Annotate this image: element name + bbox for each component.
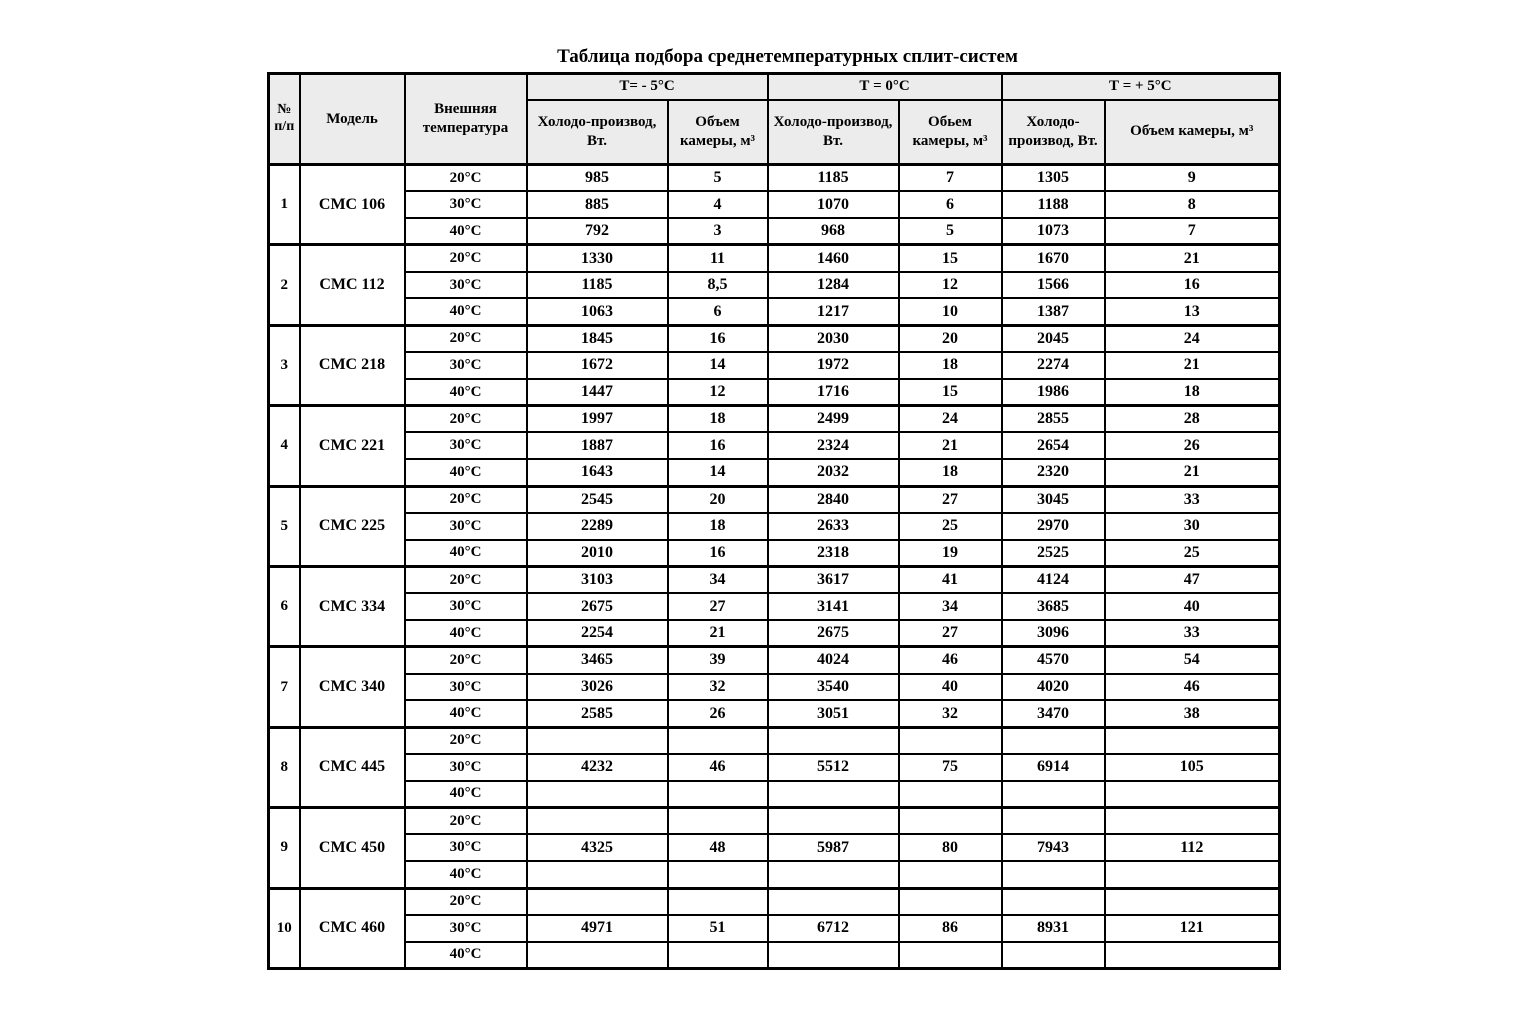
value-cell: 6 [668,298,768,325]
value-cell: 12 [668,379,768,406]
value-cell: 3103 [527,566,668,593]
table-row [269,834,1280,861]
value-cell: 112 [1105,834,1280,861]
value-cell: 16 [1105,272,1280,299]
value-cell: 48 [668,834,768,861]
value-cell: 2970 [1002,513,1105,540]
value-cell: 2320 [1002,459,1105,486]
value-cell: 38 [1105,700,1280,727]
table-row [269,486,1280,513]
value-cell: 18 [899,459,1002,486]
value-cell: 21 [668,620,768,647]
value-cell: 1217 [768,298,899,325]
value-cell: 10 [899,298,1002,325]
value-cell: 1447 [527,379,668,406]
value-cell [668,808,768,835]
value-cell [768,781,899,808]
value-cell: 2525 [1002,540,1105,567]
ext-temp-cell: 40°С [405,298,527,325]
value-cell: 1566 [1002,272,1105,299]
value-cell: 1188 [1002,191,1105,218]
column-header-chamber-volume-minus5: Объем камеры, м³ [668,100,768,165]
model-cell: СМС 334 [300,566,405,646]
value-cell [1105,808,1280,835]
value-cell: 1387 [1002,298,1105,325]
ext-temp-cell: 40°С [405,861,527,888]
value-cell: 2585 [527,700,668,727]
value-cell: 3470 [1002,700,1105,727]
model-cell: СМС 460 [300,888,405,968]
split-systems-table [267,72,1281,970]
value-cell [527,727,668,754]
table-row [269,432,1280,459]
value-cell [899,888,1002,915]
value-cell: 1716 [768,379,899,406]
table-row [269,406,1280,433]
table-row [269,379,1280,406]
ext-temp-cell: 20°С [405,486,527,513]
ext-temp-cell: 30°С [405,593,527,620]
value-cell: 2633 [768,513,899,540]
column-header-npp: № п/п [269,74,300,165]
value-cell: 33 [1105,486,1280,513]
value-cell: 9 [1105,165,1280,192]
table-row [269,620,1280,647]
value-cell: 18 [668,513,768,540]
value-cell: 1330 [527,245,668,272]
value-cell [899,727,1002,754]
table-row [269,888,1280,915]
value-cell [768,942,899,969]
value-cell [1002,727,1105,754]
value-cell: 47 [1105,566,1280,593]
value-cell: 18 [668,406,768,433]
value-cell: 121 [1105,915,1280,942]
table-row [269,727,1280,754]
table-row [269,540,1280,567]
value-cell: 3096 [1002,620,1105,647]
value-cell: 39 [668,647,768,674]
value-cell [527,781,668,808]
row-number-cell: 8 [269,727,300,807]
value-cell [899,781,1002,808]
temp-group-header-plus5: Т = + 5°С [1002,74,1280,100]
ext-temp-cell: 30°С [405,513,527,540]
value-cell: 968 [768,218,899,245]
table-row [269,459,1280,486]
value-cell: 21 [899,432,1002,459]
value-cell: 1073 [1002,218,1105,245]
value-cell: 5987 [768,834,899,861]
value-cell: 54 [1105,647,1280,674]
value-cell: 40 [1105,593,1280,620]
value-cell: 20 [899,325,1002,352]
value-cell: 4232 [527,754,668,781]
value-cell: 6 [899,191,1002,218]
ext-temp-cell: 20°С [405,566,527,593]
column-header-chamber-volume-zero: Обьем камеры, м³ [899,100,1002,165]
ext-temp-cell: 40°С [405,620,527,647]
ext-temp-cell: 20°С [405,325,527,352]
value-cell: 4024 [768,647,899,674]
value-cell: 11 [668,245,768,272]
table-body [269,165,1280,969]
value-cell: 21 [1105,459,1280,486]
table-row [269,566,1280,593]
value-cell: 5512 [768,754,899,781]
model-cell: СМС 106 [300,165,405,245]
value-cell [527,942,668,969]
column-header-chamber-volume-plus5: Объем камеры, м³ [1105,100,1280,165]
ext-temp-cell: 20°С [405,165,527,192]
value-cell [1002,942,1105,969]
table-row [269,218,1280,245]
value-cell: 19 [899,540,1002,567]
value-cell [1002,808,1105,835]
value-cell: 2675 [527,593,668,620]
ext-temp-cell: 30°С [405,754,527,781]
value-cell [899,861,1002,888]
value-cell: 24 [1105,325,1280,352]
table-row [269,700,1280,727]
ext-temp-cell: 20°С [405,808,527,835]
value-cell: 30 [1105,513,1280,540]
table-row [269,674,1280,701]
value-cell: 105 [1105,754,1280,781]
column-header-ext-temp: Внешняя температура [405,74,527,165]
value-cell: 885 [527,191,668,218]
value-cell: 1284 [768,272,899,299]
ext-temp-cell: 40°С [405,700,527,727]
ext-temp-cell: 20°С [405,647,527,674]
value-cell: 1460 [768,245,899,272]
value-cell [527,808,668,835]
table-header [269,74,1280,165]
value-cell: 792 [527,218,668,245]
row-number-cell: 9 [269,808,300,888]
table-row [269,647,1280,674]
value-cell: 1643 [527,459,668,486]
table-row [269,915,1280,942]
value-cell: 75 [899,754,1002,781]
value-cell: 26 [668,700,768,727]
value-cell: 4325 [527,834,668,861]
value-cell: 8931 [1002,915,1105,942]
value-cell: 3617 [768,566,899,593]
value-cell [668,781,768,808]
model-cell: СМС 450 [300,808,405,888]
value-cell: 7943 [1002,834,1105,861]
value-cell: 18 [899,352,1002,379]
ext-temp-cell: 20°С [405,406,527,433]
value-cell: 6914 [1002,754,1105,781]
model-cell: СМС 340 [300,647,405,727]
value-cell: 26 [1105,432,1280,459]
temp-group-header-minus5: Т= - 5°С [527,74,768,100]
value-cell [527,888,668,915]
value-cell: 2675 [768,620,899,647]
column-header-cold-capacity-zero: Холодо-производ, Вт. [768,100,899,165]
value-cell [668,888,768,915]
table-row [269,513,1280,540]
value-cell: 8 [1105,191,1280,218]
table-row [269,298,1280,325]
value-cell: 51 [668,915,768,942]
value-cell: 1305 [1002,165,1105,192]
value-cell: 3 [668,218,768,245]
value-cell: 2030 [768,325,899,352]
value-cell: 41 [899,566,1002,593]
value-cell: 2499 [768,406,899,433]
value-cell: 7 [899,165,1002,192]
value-cell: 14 [668,352,768,379]
value-cell: 2855 [1002,406,1105,433]
value-cell [668,861,768,888]
temp-group-header-row [269,74,1280,100]
value-cell: 5 [668,165,768,192]
value-cell: 46 [668,754,768,781]
value-cell: 1997 [527,406,668,433]
value-cell: 80 [899,834,1002,861]
value-cell: 1070 [768,191,899,218]
value-cell: 15 [899,245,1002,272]
value-cell: 34 [899,593,1002,620]
value-cell: 3026 [527,674,668,701]
ext-temp-cell: 30°С [405,915,527,942]
ext-temp-cell: 40°С [405,218,527,245]
ext-temp-cell: 30°С [405,674,527,701]
value-cell [1105,861,1280,888]
value-cell: 1672 [527,352,668,379]
ext-temp-cell: 30°С [405,834,527,861]
ext-temp-cell: 30°С [405,352,527,379]
value-cell [668,942,768,969]
value-cell: 2545 [527,486,668,513]
value-cell: 24 [899,406,1002,433]
value-cell: 46 [1105,674,1280,701]
value-cell: 25 [899,513,1002,540]
value-cell: 46 [899,647,1002,674]
value-cell [1105,942,1280,969]
model-cell: СМС 225 [300,486,405,566]
value-cell [768,727,899,754]
column-header-cold-capacity-minus5: Холодо-производ, Вт. [527,100,668,165]
value-cell: 4971 [527,915,668,942]
value-cell: 25 [1105,540,1280,567]
value-cell [1105,727,1280,754]
value-cell: 15 [899,379,1002,406]
value-cell: 32 [899,700,1002,727]
value-cell: 2254 [527,620,668,647]
value-cell: 3051 [768,700,899,727]
row-number-cell: 3 [269,325,300,405]
value-cell: 1063 [527,298,668,325]
row-number-cell: 5 [269,486,300,566]
ext-temp-cell: 20°С [405,245,527,272]
ext-temp-cell: 40°С [405,781,527,808]
value-cell [768,808,899,835]
ext-temp-cell: 40°С [405,379,527,406]
ext-temp-cell: 30°С [405,272,527,299]
model-cell: СМС 112 [300,245,405,325]
value-cell [1002,888,1105,915]
value-cell: 2032 [768,459,899,486]
table-row [269,272,1280,299]
value-cell: 86 [899,915,1002,942]
value-cell [768,888,899,915]
value-cell: 21 [1105,352,1280,379]
ext-temp-cell: 40°С [405,459,527,486]
row-number-cell: 10 [269,888,300,968]
value-cell: 7 [1105,218,1280,245]
column-header-model: Модель [300,74,405,165]
value-cell [1105,781,1280,808]
value-cell: 2274 [1002,352,1105,379]
table-row [269,942,1280,969]
value-cell: 14 [668,459,768,486]
value-cell: 28 [1105,406,1280,433]
value-cell: 27 [668,593,768,620]
table-row [269,808,1280,835]
value-cell [668,727,768,754]
ext-temp-cell: 40°С [405,540,527,567]
model-cell: СМС 221 [300,406,405,486]
value-cell: 2324 [768,432,899,459]
table-row [269,754,1280,781]
value-cell: 1972 [768,352,899,379]
ext-temp-cell: 30°С [405,191,527,218]
value-cell: 1986 [1002,379,1105,406]
value-cell: 3540 [768,674,899,701]
column-header-cold-capacity-plus5: Холодо-производ, Вт. [1002,100,1105,165]
value-cell [899,942,1002,969]
value-cell: 985 [527,165,668,192]
value-cell: 4 [668,191,768,218]
value-cell: 1185 [527,272,668,299]
row-number-cell: 7 [269,647,300,727]
value-cell [768,861,899,888]
value-cell: 2318 [768,540,899,567]
ext-temp-cell: 20°С [405,727,527,754]
table-row [269,593,1280,620]
value-cell: 3685 [1002,593,1105,620]
table-row [269,781,1280,808]
value-cell: 1185 [768,165,899,192]
table-row [269,352,1280,379]
table-row [269,165,1280,192]
value-cell [1105,888,1280,915]
value-cell: 40 [899,674,1002,701]
table-row [269,191,1280,218]
ext-temp-cell: 40°С [405,942,527,969]
value-cell: 18 [1105,379,1280,406]
ext-temp-cell: 20°С [405,888,527,915]
value-cell: 3141 [768,593,899,620]
page-title: Таблица подбора среднетемпературных сплит-систем [557,46,1018,67]
value-cell: 27 [899,486,1002,513]
value-cell: 2010 [527,540,668,567]
value-cell: 2840 [768,486,899,513]
value-cell [1002,861,1105,888]
temp-group-header-zero: Т = 0°С [768,74,1002,100]
model-cell: СМС 218 [300,325,405,405]
row-number-cell: 4 [269,406,300,486]
value-cell: 4020 [1002,674,1105,701]
value-cell: 33 [1105,620,1280,647]
value-cell: 5 [899,218,1002,245]
model-cell: СМС 445 [300,727,405,807]
value-cell: 27 [899,620,1002,647]
value-cell: 1670 [1002,245,1105,272]
value-cell [899,808,1002,835]
value-cell: 32 [668,674,768,701]
row-number-cell: 2 [269,245,300,325]
value-cell: 16 [668,432,768,459]
table-row [269,861,1280,888]
value-cell: 2289 [527,513,668,540]
value-cell: 21 [1105,245,1280,272]
row-number-cell: 1 [269,165,300,245]
table-row [269,245,1280,272]
value-cell: 13 [1105,298,1280,325]
table-row [269,325,1280,352]
value-cell: 1887 [527,432,668,459]
value-cell: 3045 [1002,486,1105,513]
ext-temp-cell: 30°С [405,432,527,459]
value-cell: 34 [668,566,768,593]
value-cell: 2654 [1002,432,1105,459]
value-cell: 20 [668,486,768,513]
value-cell: 12 [899,272,1002,299]
value-cell: 6712 [768,915,899,942]
value-cell [1002,781,1105,808]
value-cell: 2045 [1002,325,1105,352]
row-number-cell: 6 [269,566,300,646]
value-cell [527,861,668,888]
value-cell: 4570 [1002,647,1105,674]
value-cell: 4124 [1002,566,1105,593]
value-cell: 1845 [527,325,668,352]
value-cell: 3465 [527,647,668,674]
value-cell: 8,5 [668,272,768,299]
value-cell: 16 [668,540,768,567]
value-cell: 16 [668,325,768,352]
